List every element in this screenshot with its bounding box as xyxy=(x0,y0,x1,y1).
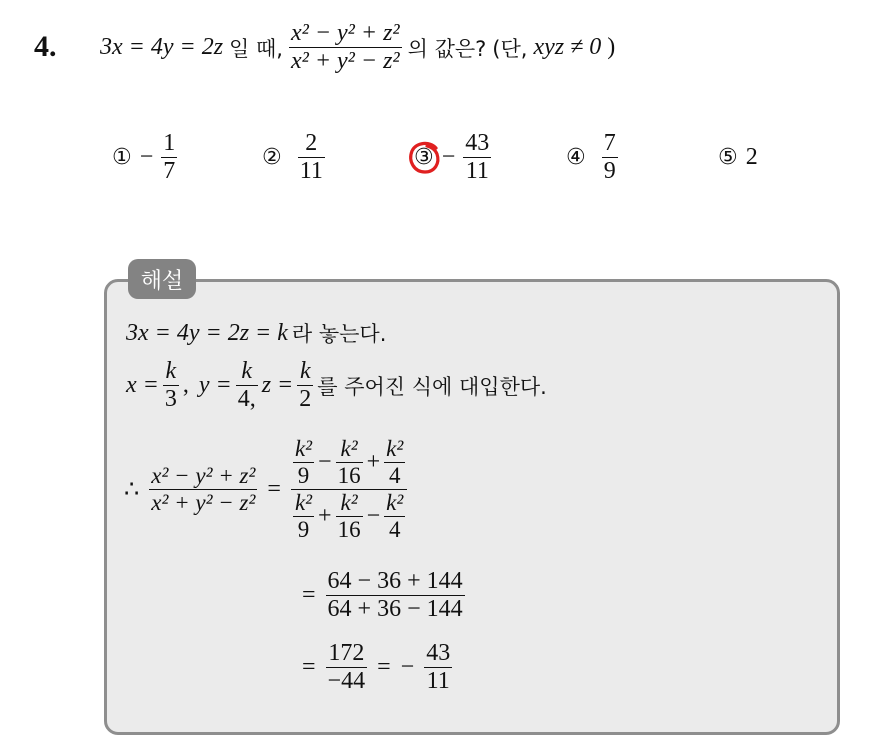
option-3[interactable] xyxy=(414,130,491,185)
equals: = xyxy=(267,476,281,502)
k-numerator: k xyxy=(299,358,311,384)
step-2-numerator: 64 − 36 + 144 xyxy=(327,568,463,594)
solution-step-2 xyxy=(302,568,465,623)
question-note-expr: xyz ≠ 0 xyxy=(533,34,602,60)
option-2-fraction xyxy=(298,130,325,185)
option-5-value: 2 xyxy=(745,144,758,170)
solution-l1-text: 라 놓는다. xyxy=(291,322,387,346)
k-squared: k² xyxy=(340,436,358,461)
solution-l2-frac-z xyxy=(297,358,313,413)
solution-l1-expr: 3x = 4y = 2z = k xyxy=(126,319,288,346)
k-squared: k² xyxy=(386,490,404,515)
minus: − xyxy=(366,503,381,529)
plus: + xyxy=(318,503,332,529)
k-squared: k² xyxy=(386,436,404,461)
question-note-open: (단, xyxy=(492,36,528,61)
question-ask: 의 값은? xyxy=(407,36,487,61)
solution-line-1 xyxy=(126,318,386,348)
solution-line-2 xyxy=(126,358,547,413)
result-numerator: 43 xyxy=(426,640,451,666)
option-3-denominator: 11 xyxy=(465,158,489,184)
k2-over-9 xyxy=(293,490,314,543)
denominator-4: 4 xyxy=(388,517,401,542)
comma: , xyxy=(182,372,189,398)
solution-l2-y: y = xyxy=(198,372,232,398)
k2-over-16 xyxy=(336,490,363,543)
k-numerator: k xyxy=(165,358,177,384)
option-4-fraction xyxy=(602,130,618,185)
question-note-close: ) xyxy=(607,34,616,60)
therefore-symbol: ∴ xyxy=(124,477,140,503)
minus: − xyxy=(318,449,332,475)
solution-l2-frac-y xyxy=(236,358,258,413)
option-3-numerator: 43 xyxy=(465,130,490,156)
k-numerator: k xyxy=(241,358,253,384)
minus: − xyxy=(400,654,415,680)
complex-numerator xyxy=(291,436,407,489)
denominator-16: 16 xyxy=(337,517,361,542)
option-3-sign: − xyxy=(441,144,456,170)
k2-over-4 xyxy=(384,436,405,489)
solution-l2-text: 를 주어진 식에 대입한다. xyxy=(317,374,547,399)
k2-over-9 xyxy=(293,436,314,489)
option-1-mark: ① xyxy=(112,145,132,170)
option-3-fraction xyxy=(463,130,491,185)
option-3-mark xyxy=(414,145,434,170)
option-4-numerator: 7 xyxy=(603,130,616,156)
option-5[interactable] xyxy=(718,144,758,171)
option-1-denominator: 7 xyxy=(163,158,176,184)
k-squared: k² xyxy=(340,490,358,515)
option-1-fraction xyxy=(161,130,177,185)
solution-step-1 xyxy=(124,436,407,543)
lhs-numerator: x² − y² + z² xyxy=(151,463,256,488)
step-2-denominator: 64 + 36 − 144 xyxy=(327,596,463,622)
k2-over-4 xyxy=(384,490,405,543)
complex-denominator xyxy=(291,490,407,543)
solution-l2-z: z = xyxy=(261,372,294,398)
option-1-numerator: 1 xyxy=(163,130,176,156)
option-2-numerator: 2 xyxy=(305,130,318,156)
solution-l2-x: x = xyxy=(126,372,159,398)
denominator-9: 9 xyxy=(297,463,310,488)
result-denominator: 11 xyxy=(426,668,450,694)
option-2[interactable] xyxy=(262,130,325,185)
option-1-sign: − xyxy=(139,144,154,170)
denominator-9: 9 xyxy=(297,517,310,542)
solution-l2-frac-x xyxy=(163,358,179,413)
option-4-mark: ④ xyxy=(566,145,586,170)
lhs-denominator: x² + y² − z² xyxy=(151,490,256,515)
k-squared: k² xyxy=(294,490,313,515)
question-number: 4. xyxy=(34,30,57,63)
question-text xyxy=(100,20,615,75)
option-2-mark: ② xyxy=(262,145,282,170)
denominator-3: 3 xyxy=(164,386,177,412)
option-4-denominator: 9 xyxy=(603,158,616,184)
k-squared: k² xyxy=(294,436,313,461)
plus: + xyxy=(366,449,381,475)
equals: = xyxy=(302,654,316,680)
equals: = xyxy=(377,654,391,680)
option-3-mark-glyph: ③ xyxy=(414,145,434,170)
option-2-denominator: 11 xyxy=(299,158,323,184)
red-circle-mark-icon xyxy=(406,139,444,177)
k2-over-16 xyxy=(336,436,363,489)
step-2-fraction xyxy=(326,568,465,623)
option-5-mark: ⑤ xyxy=(718,145,738,170)
denominator-4: 4 xyxy=(388,463,401,488)
equals: = xyxy=(302,582,316,608)
question-fraction-denominator: x² + y² − z² xyxy=(290,48,400,74)
denominator-16: 16 xyxy=(337,463,361,488)
option-1[interactable] xyxy=(112,130,177,185)
solution-tag: 해설 xyxy=(128,259,196,299)
option-4[interactable] xyxy=(566,130,618,185)
denominator-2: 2 xyxy=(299,386,312,412)
complex-fraction xyxy=(291,436,407,543)
step-3-numerator: 172 xyxy=(328,640,365,666)
denominator-4: 4, xyxy=(237,386,256,412)
step-3-fraction xyxy=(326,640,368,695)
result-fraction xyxy=(424,640,452,695)
condition-suffix: 일 때, xyxy=(229,36,283,61)
solution-step-3 xyxy=(302,640,452,695)
condition-expr: 3x = 4y = 2z xyxy=(100,34,224,60)
question-fraction xyxy=(289,20,402,75)
question-fraction-numerator: x² − y² + z² xyxy=(290,20,400,46)
lhs-fraction xyxy=(149,463,257,516)
step-3-denominator: −44 xyxy=(327,668,366,694)
